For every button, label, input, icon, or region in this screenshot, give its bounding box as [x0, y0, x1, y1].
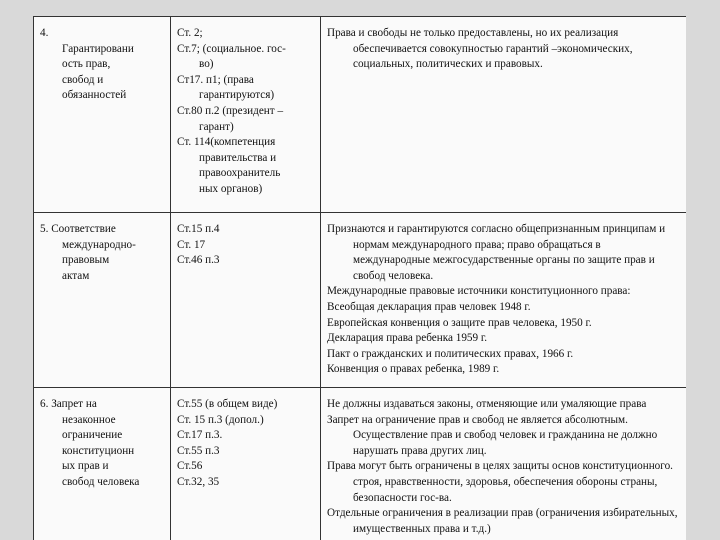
article-ref-line: Ст.17 п.3. [177, 429, 223, 442]
description-paragraph: Признаются и гарантируются согласно общепризнанным принципам и нормам международного права; право обращаться в международные межгосударственные органы по защите прав и свобод человека. [327, 223, 666, 282]
table-row [34, 388, 687, 540]
topic-cell [34, 388, 171, 540]
article-ref-line: гарантируются) [199, 89, 275, 102]
topic-text-line: ых прав и [62, 460, 109, 473]
description-paragraph: Декларация права ребенка 1959 г. [327, 332, 488, 345]
article-ref-line: Ст.7; (социальное. гос- [177, 42, 286, 55]
topic-text-line: конституционн [62, 444, 135, 457]
description-paragraph: Конвенция о правах ребенка, 1989 г. [327, 363, 500, 376]
topic-text-line: Гарантировани [62, 42, 134, 55]
article-ref-line: Ст.46 п.3 [177, 254, 220, 267]
article-ref-line: Ст. 15 п.3 (допол.) [177, 413, 264, 426]
topic-text-line: ость прав, [62, 58, 111, 71]
topic-text-line: актам [62, 269, 90, 282]
article-ref-line: во) [199, 58, 214, 71]
topic-cell [34, 17, 171, 213]
description-paragraph: Права могут быть ограничены в целях защиты основ конституционного. строя, нравственности, здоровья, обеспечения обороны страны, безопасности гос-ва. [327, 460, 673, 504]
table-row [34, 17, 687, 213]
article-ref-line: Ст. 2; [177, 27, 203, 39]
table-row [34, 213, 687, 388]
topic-text-line: ограничение [62, 429, 123, 442]
description-paragraph: Права и свободы не только предоставлены, но их реализация обеспечивается совокупностью гарантий –экономических, социальных, политических и правовых. [327, 27, 633, 71]
topic-text-line: 6. Запрет на [40, 398, 97, 410]
topic-text-line: международно- [62, 238, 136, 251]
constitution-rights-table [33, 16, 686, 540]
description-paragraph: Международные правовые источники конституционного права: [327, 285, 631, 298]
description-cell [321, 388, 687, 540]
article-ref-line: правительства и [199, 151, 277, 164]
description-paragraph: Отдельные ограничения в реализации прав (ограничения избирательных, имущественных права и т.д.) [327, 507, 678, 535]
article-ref-line: гарант) [199, 120, 234, 133]
article-ref-line: Ст.55 (в общем виде) [177, 398, 278, 410]
topic-text-line: 5. Соответствие [40, 223, 116, 235]
article-ref-line: Ст. 17 [177, 238, 206, 251]
description-paragraph: Всеобщая декларация прав человек 1948 г. [327, 300, 531, 313]
article-refs-cell [171, 17, 321, 213]
description-cell [321, 17, 687, 213]
article-ref-line: ных органов) [199, 182, 263, 195]
topic-cell [34, 213, 171, 388]
article-ref-line: правоохранитель [199, 167, 281, 180]
topic-text-line: правовым [62, 254, 110, 267]
description-paragraph: Запрет на ограничение прав и свобод не является абсолютным. Осуществление прав и свобод человек и гражданина не должно нарушать права других лиц. [327, 413, 658, 457]
topic-text-line: обязанностей [62, 89, 127, 102]
article-ref-line: Ст.80 п.2 (президент – [177, 104, 284, 117]
article-ref-line: Ст.15 п.4 [177, 223, 220, 235]
article-ref-line: Ст.55 п.3 [177, 444, 220, 457]
article-ref-line: Ст. 114(компетенция [177, 136, 276, 149]
description-paragraph: Европейская конвенция о защите прав человека, 1950 г. [327, 316, 592, 329]
document-page [33, 16, 686, 540]
article-ref-line: Ст.56 [177, 460, 203, 473]
article-refs-cell [171, 388, 321, 540]
topic-text-line: 4. [40, 27, 49, 39]
topic-text-line: свобод человека [62, 475, 140, 488]
topic-text-line: незаконное [62, 413, 116, 426]
description-paragraph: Пакт о гражданских и политических правах, 1966 г. [327, 347, 574, 360]
description-paragraph: Не должны издаваться законы, отменяющие или умаляющие права [327, 398, 647, 410]
article-ref-line: Ст17. п1; (права [177, 73, 254, 86]
article-ref-line: Ст.32, 35 [177, 475, 220, 488]
topic-text-line: свобод и [62, 73, 104, 86]
description-cell [321, 213, 687, 388]
article-refs-cell [171, 213, 321, 388]
